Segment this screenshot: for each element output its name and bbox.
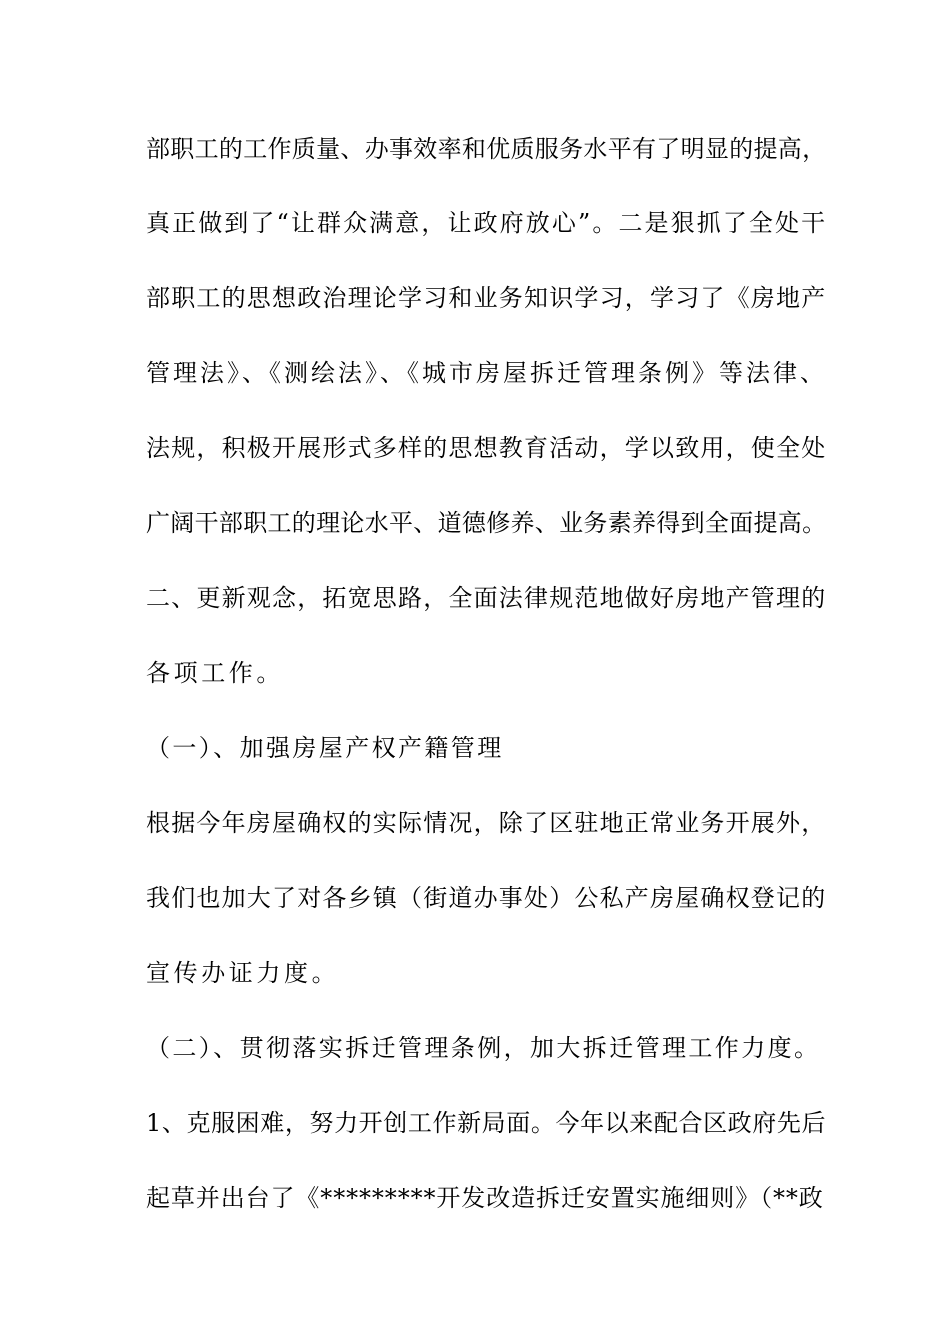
subsection-heading: （一）、加强房屋产权产籍管理: [146, 734, 504, 762]
text-line: 真正做到了“让群众满意，让政府放心”。二是狠抓了全处干: [146, 209, 828, 237]
text-line: 1、克服困难，努力开创工作新局面。今年以来配合区政府先后: [146, 1109, 827, 1137]
text-line: 起草并出台了《*********开发改造拆迁安置实施细则》（**政: [146, 1184, 824, 1212]
section-heading: 二、更新观念，拓宽思路，全面法律规范地做好房地产管理的: [146, 584, 827, 612]
subsection-heading: （二）、贯彻落实拆迁管理条例，加大拆迁管理工作力度。: [146, 1034, 821, 1062]
text-line: 法规，积极开展形式多样的思想教育活动，学以致用，使全处: [146, 434, 827, 462]
text-line: 宣传办证力度。: [146, 959, 340, 987]
text-line: 部职工的工作质量、办事效率和优质服务水平有了明显的提高，: [146, 135, 827, 163]
text-line: 各项工作。: [146, 659, 284, 687]
text-line: 部职工的思想政治理论学习和业务知识学习，学习了《房地产: [146, 284, 827, 312]
text-line: 根据今年房屋确权的实际情况，除了区驻地正常业务开展外，: [146, 809, 827, 837]
text-line: 我们也加大了对各乡镇（街道办事处）公私产房屋确权登记的: [146, 884, 827, 912]
text-line: 管理法》、《测绘法》、《城市房屋拆迁管理条例》等法律、: [146, 359, 827, 387]
text-line: 广阔干部职工的理论水平、道德修养、业务素养得到全面提高。: [146, 509, 827, 537]
